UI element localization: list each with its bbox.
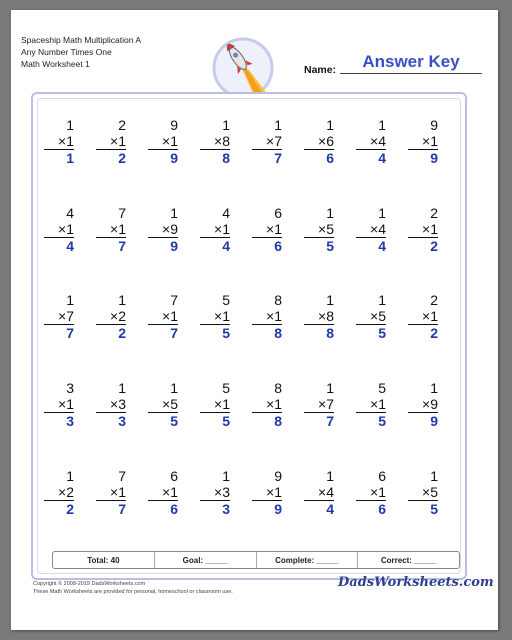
multiplicand: 5 (378, 380, 386, 396)
answer: 7 (118, 238, 126, 254)
multiplier: ×3 (96, 396, 126, 413)
worksheet-number: Math Worksheet 1 (21, 59, 90, 69)
problem-3-1 (44, 292, 74, 341)
problem-1-1 (44, 117, 74, 166)
multiplier: ×1 (148, 484, 178, 501)
problem-3-2 (96, 292, 126, 341)
problem-1-3 (148, 117, 178, 166)
multiplier: ×7 (304, 396, 334, 413)
problem-1-5 (252, 117, 282, 166)
multiplier: ×3 (200, 484, 230, 501)
answer-key-title: Answer Key (362, 52, 460, 71)
multiplicand: 2 (430, 292, 438, 308)
multiplicand: 7 (118, 468, 126, 484)
problem-5-8 (408, 468, 438, 517)
multiplier: ×1 (356, 484, 386, 501)
problem-5-2 (96, 468, 126, 517)
multiplicand: 1 (326, 468, 334, 484)
answer: 6 (378, 501, 386, 517)
problem-2-8 (408, 205, 438, 254)
problem-4-8 (408, 380, 438, 429)
multiplicand: 6 (274, 205, 282, 221)
multiplier: ×4 (356, 221, 386, 238)
answer: 5 (430, 501, 438, 517)
answer: 7 (274, 150, 282, 166)
multiplicand: 8 (274, 380, 282, 396)
multiplier: ×1 (408, 308, 438, 325)
answer: 3 (66, 413, 74, 429)
problem-5-1 (44, 468, 74, 517)
name-label: Name: (304, 64, 337, 76)
answer: 2 (118, 150, 126, 166)
multiplier: ×2 (44, 484, 74, 501)
multiplicand: 6 (378, 468, 386, 484)
multiplier: ×8 (200, 133, 230, 150)
answer: 4 (326, 501, 334, 517)
multiplier: ×1 (252, 308, 282, 325)
multiplicand: 9 (170, 117, 178, 133)
multiplicand: 1 (170, 380, 178, 396)
worksheet-header (21, 34, 141, 70)
multiplier: ×1 (44, 396, 74, 413)
multiplier: ×7 (44, 308, 74, 325)
multiplier: ×1 (44, 133, 74, 150)
name-line (340, 73, 482, 74)
multiplicand: 1 (326, 292, 334, 308)
multiplicand: 9 (430, 117, 438, 133)
multiplicand: 9 (274, 468, 282, 484)
multiplicand: 2 (430, 205, 438, 221)
multiplier: ×1 (408, 221, 438, 238)
answer: 5 (378, 413, 386, 429)
multiplier: ×1 (356, 396, 386, 413)
multiplicand: 1 (326, 117, 334, 133)
multiplier: ×9 (408, 396, 438, 413)
answer: 2 (430, 238, 438, 254)
multiplicand: 1 (274, 117, 282, 133)
answer: 8 (222, 150, 230, 166)
multiplicand: 1 (430, 380, 438, 396)
multiplier: ×1 (44, 221, 74, 238)
problem-3-7 (356, 292, 386, 341)
multiplier: ×5 (304, 221, 334, 238)
answer: 5 (170, 413, 178, 429)
site-logo: DadsWorksheets.com (338, 575, 494, 590)
multiplicand: 1 (378, 117, 386, 133)
problem-4-6 (304, 380, 334, 429)
answer: 6 (170, 501, 178, 517)
multiplier: ×1 (148, 133, 178, 150)
problem-1-6 (304, 117, 334, 166)
complete-field: Complete: _____ (257, 552, 359, 568)
multiplicand: 1 (170, 205, 178, 221)
multiplicand: 1 (66, 468, 74, 484)
multiplier: ×1 (200, 396, 230, 413)
answer: 5 (378, 325, 386, 341)
multiplicand: 7 (170, 292, 178, 308)
multiplicand: 4 (66, 205, 74, 221)
multiplier: ×5 (148, 396, 178, 413)
multiplier: ×6 (304, 133, 334, 150)
answer: 7 (326, 413, 334, 429)
score-bar (52, 551, 460, 569)
problem-2-2 (96, 205, 126, 254)
problem-4-2 (96, 380, 126, 429)
multiplicand: 1 (66, 292, 74, 308)
problem-2-4 (200, 205, 230, 254)
answer: 3 (118, 413, 126, 429)
multiplier: ×2 (96, 308, 126, 325)
answer: 4 (378, 150, 386, 166)
answer: 3 (222, 501, 230, 517)
total-field: Total: 40 (53, 552, 155, 568)
problem-4-1 (44, 380, 74, 429)
multiplier: ×7 (252, 133, 282, 150)
multiplicand: 1 (66, 117, 74, 133)
answer: 7 (66, 325, 74, 341)
multiplier: ×1 (200, 221, 230, 238)
worksheet-title: Spaceship Math Multiplication A (21, 35, 142, 45)
worksheet-subtitle: Any Number Times One (21, 47, 112, 57)
problem-1-8 (408, 117, 438, 166)
problem-2-5 (252, 205, 282, 254)
answer: 9 (170, 238, 178, 254)
answer: 7 (170, 325, 178, 341)
problem-4-4 (200, 380, 230, 429)
multiplier: ×1 (96, 133, 126, 150)
multiplier: ×1 (252, 221, 282, 238)
problem-4-7 (356, 380, 386, 429)
answer: 8 (274, 325, 282, 341)
multiplier: ×1 (408, 133, 438, 150)
problem-5-7 (356, 468, 386, 517)
answer: 9 (170, 150, 178, 166)
problem-1-7 (356, 117, 386, 166)
multiplier: ×1 (96, 221, 126, 238)
problem-5-5 (252, 468, 282, 517)
multiplier: ×8 (304, 308, 334, 325)
answer: 7 (118, 501, 126, 517)
answer: 1 (66, 150, 74, 166)
multiplicand: 1 (222, 468, 230, 484)
multiplier: ×9 (148, 221, 178, 238)
multiplicand: 6 (170, 468, 178, 484)
multiplicand: 4 (222, 205, 230, 221)
multiplicand: 1 (118, 292, 126, 308)
multiplicand: 7 (118, 205, 126, 221)
problem-1-4 (200, 117, 230, 166)
multiplicand: 1 (430, 468, 438, 484)
problem-3-4 (200, 292, 230, 341)
answer: 4 (66, 238, 74, 254)
multiplicand: 1 (118, 380, 126, 396)
multiplicand: 1 (222, 117, 230, 133)
problem-5-3 (148, 468, 178, 517)
goal-field: Goal: _____ (155, 552, 257, 568)
problem-2-6 (304, 205, 334, 254)
answer: 5 (326, 238, 334, 254)
multiplier: ×1 (252, 484, 282, 501)
answer: 9 (274, 501, 282, 517)
multiplicand: 5 (222, 380, 230, 396)
multiplicand: 5 (222, 292, 230, 308)
problem-1-2 (96, 117, 126, 166)
multiplier: ×5 (356, 308, 386, 325)
problem-2-3 (148, 205, 178, 254)
problem-5-4 (200, 468, 230, 517)
problem-3-8 (408, 292, 438, 341)
answer: 2 (66, 501, 74, 517)
multiplicand: 8 (274, 292, 282, 308)
answer: 4 (222, 238, 230, 254)
multiplicand: 3 (66, 380, 74, 396)
answer: 4 (378, 238, 386, 254)
multiplier: ×1 (252, 396, 282, 413)
multiplier: ×5 (408, 484, 438, 501)
answer: 9 (430, 150, 438, 166)
problem-2-1 (44, 205, 74, 254)
correct-field: Correct: _____ (380, 555, 437, 565)
multiplicand: 1 (378, 292, 386, 308)
copyright-notice: Copyright © 2008-2019 DadsWorksheets.com These Math Worksheets are provided for personal, homeschool or classroom use. (33, 581, 233, 595)
rocket-icon (211, 36, 275, 100)
answer: 5 (222, 413, 230, 429)
answer: 9 (430, 413, 438, 429)
multiplier: ×1 (200, 308, 230, 325)
multiplier: ×1 (96, 484, 126, 501)
answer: 6 (274, 238, 282, 254)
multiplicand: 1 (326, 380, 334, 396)
problem-4-3 (148, 380, 178, 429)
problem-3-5 (252, 292, 282, 341)
multiplier: ×4 (356, 133, 386, 150)
problem-4-5 (252, 380, 282, 429)
problem-5-6 (304, 468, 334, 517)
multiplicand: 1 (378, 205, 386, 221)
problem-3-6 (304, 292, 334, 341)
multiplicand: 2 (118, 117, 126, 133)
answer: 2 (118, 325, 126, 341)
answer: 8 (274, 413, 282, 429)
multiplier: ×1 (148, 308, 178, 325)
answer: 5 (222, 325, 230, 341)
answer: 8 (326, 325, 334, 341)
problem-2-7 (356, 205, 386, 254)
multiplier: ×4 (304, 484, 334, 501)
answer: 6 (326, 150, 334, 166)
answer: 2 (430, 325, 438, 341)
problem-3-3 (148, 292, 178, 341)
multiplicand: 1 (326, 205, 334, 221)
